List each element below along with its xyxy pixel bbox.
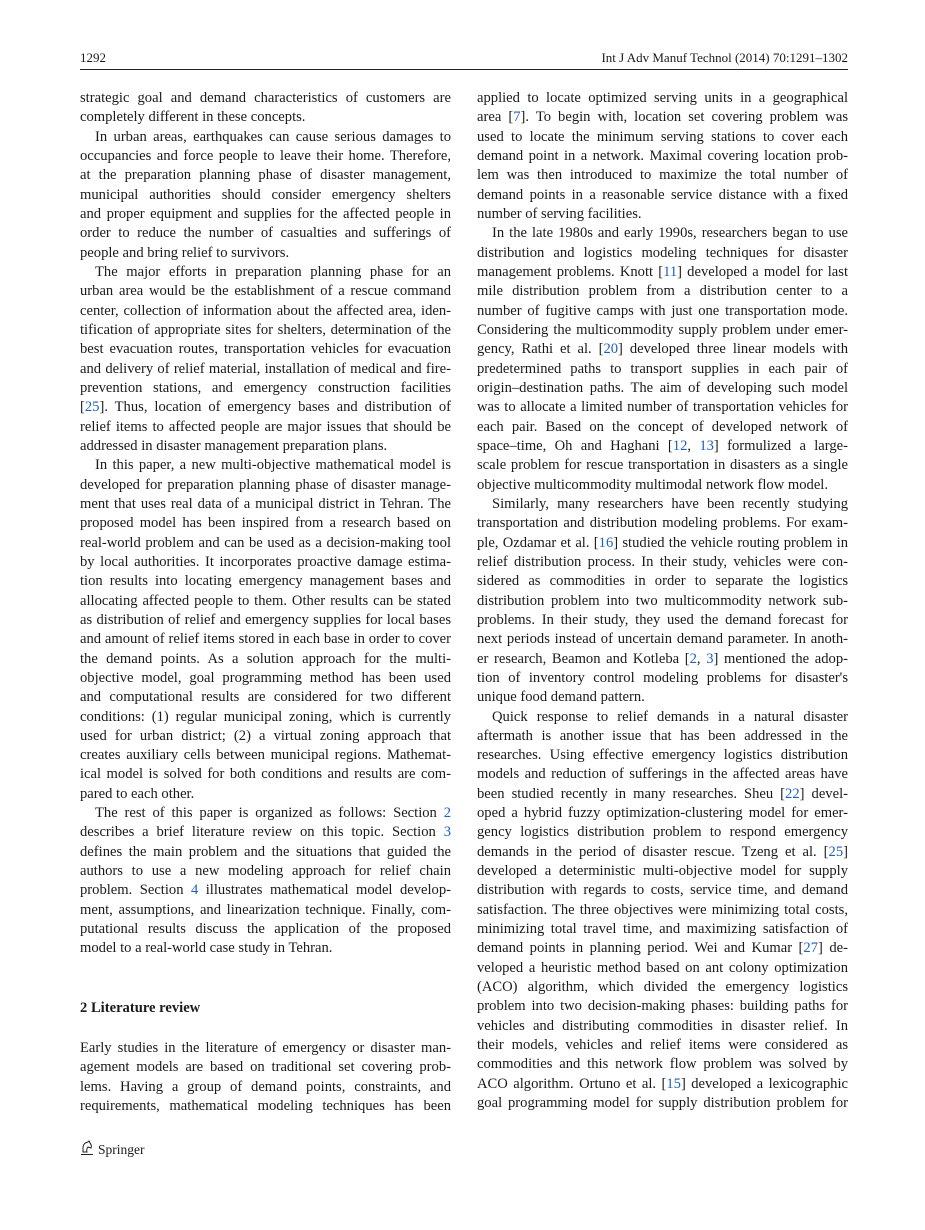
- paragraph: [80, 804, 451, 959]
- citation-link[interactable]: 3: [706, 650, 714, 667]
- citation-link[interactable]: 22: [785, 785, 800, 802]
- text-line: model to a real-world case study in Tehran.: [80, 940, 333, 957]
- paragraph: [80, 1039, 451, 1116]
- citation-link[interactable]: 15: [666, 1075, 681, 1092]
- text-line: [25]. Thus, location of emergency bases and distribution of: [80, 399, 451, 416]
- text-line: was to allocate a limited number of transportation vehicles for: [477, 399, 848, 416]
- text-line: satisfaction. The three objectives were minimizing total costs,: [477, 901, 848, 918]
- text-line: demand points in planning period. Wei and Kumar [27] de-: [477, 940, 848, 957]
- text-line: urban area would be the establishment of a rescue command: [80, 283, 451, 300]
- text-line: allocating affected people to them. Other results can be stated: [80, 592, 451, 609]
- text-line: conditions: (1) regular municipal zoning, which is currently: [80, 708, 451, 725]
- text-line: proposed model has been inspired from a research based on: [80, 515, 451, 532]
- text-line: at the preparation planning phase of disaster management,: [80, 167, 451, 184]
- text-line: tion results into locating emergency management bases and: [80, 573, 451, 590]
- text-line: problem. Section 4 illustrates mathematical model develop-: [80, 882, 451, 899]
- text-line: aftermath is another issue that has been addressed in the: [477, 727, 848, 744]
- text-line: requirements, mathematical modeling techniques has been: [80, 1098, 451, 1115]
- text-line: Considering the multicommodity supply problem under emer-: [477, 321, 848, 338]
- text-line: tion of inventory control modeling problems for disaster's: [477, 669, 848, 686]
- text-line: demand point in a network. Maximal covering location prob-: [477, 147, 848, 164]
- text-line: origin–destination paths. The aim of developing such model: [477, 379, 848, 396]
- text-line: relief items to affected people are major issues that should be: [80, 418, 451, 435]
- text-line: management problems. Knott [11] developed a model for last: [477, 263, 848, 280]
- text-line: people and bring relief to survivors.: [80, 244, 290, 261]
- text-line: lem was then introduced to maximize the total number of: [477, 167, 848, 184]
- header-rule: [80, 69, 848, 70]
- text-line: commodities and this network flow problem was solved by: [477, 1056, 848, 1073]
- text-line: ment, assumptions, and linearization technique. Finally, com-: [80, 901, 451, 918]
- text-line: predetermined paths to transport supplies in each pair of: [477, 360, 848, 377]
- text-line: researches. Using effective emergency logistics distribution: [477, 747, 848, 764]
- page-number: 1292: [80, 50, 106, 65]
- text-line: by local authorities. It incorporates proactive damage estima-: [80, 553, 451, 570]
- text-line: and delivery of relief material, installation of medical and fire-: [80, 360, 451, 377]
- text-line: transportation and distribution modeling problems. For exam-: [477, 515, 848, 532]
- text-line: applied to locate optimized serving units in a geographical: [477, 90, 848, 106]
- text-line: and computational results are considered for two different: [80, 689, 451, 706]
- text-line: In urban areas, earthquakes can cause serious damages to: [95, 128, 451, 145]
- text-line: vehicles and distributing commodities in disaster relief. In: [477, 1017, 848, 1034]
- text-line: developed for preparation planning phase of disaster manage-: [80, 476, 451, 493]
- section-link[interactable]: 3: [443, 824, 451, 841]
- citation-link[interactable]: 25: [84, 399, 100, 416]
- text-line: their models, vehicles and relief items were considered as: [477, 1037, 848, 1054]
- paragraph: [477, 495, 848, 708]
- text-line: The major efforts in preparation planning phase for an: [95, 263, 451, 280]
- text-line: and amount of relief items stored in each base in order to cover: [80, 631, 451, 648]
- text-line: addressed in disaster management preparation plans.: [80, 437, 388, 454]
- text-line: real-world problem and can be used as a decision-making tool: [80, 534, 451, 551]
- text-line: as distribution of relief and emergency supplies for local bases: [80, 611, 451, 628]
- text-line: The rest of this paper is organized as follows: Section 2: [95, 805, 451, 822]
- section-heading: 2 Literature review: [80, 999, 201, 1016]
- citation-link[interactable]: 13: [699, 437, 714, 454]
- text-line: used to locate the minimum serving stations to cover each: [477, 128, 848, 145]
- text-line: ical model is solved for both conditions and results are com-: [80, 766, 451, 783]
- left-column: [80, 89, 451, 1116]
- text-line: creates auxiliary cells between municipal regions. Mathemat-: [80, 747, 451, 764]
- paragraph: [80, 456, 451, 804]
- section-link[interactable]: 4: [190, 882, 199, 899]
- right-column: [477, 89, 848, 1113]
- text-line: lems. Having a group of demand points, constraints, and: [80, 1078, 451, 1095]
- paragraph: [477, 89, 848, 224]
- text-line: distribution problem into two multicommodity network sub-: [477, 592, 848, 609]
- text-line: demand points in a reasonable service distance with a fixed: [477, 186, 848, 203]
- text-line: Similarly, many researchers have been recently studying: [492, 495, 848, 512]
- citation-link[interactable]: 2: [689, 650, 697, 667]
- text-line: minimizing total travel time, and maximizing satisfaction of: [477, 921, 848, 938]
- text-line: the demand points. As a solution approach for the multi-: [80, 650, 451, 667]
- text-line: problem into two decision-making phases: building paths for: [477, 998, 848, 1015]
- text-line: objective model, goal programming method has been used: [80, 669, 451, 686]
- text-line: area [7]. To begin with, location set covering problem was: [477, 109, 848, 126]
- text-line: putational results discuss the application of the proposed: [80, 921, 451, 938]
- text-line: distribution and logistics modeling techniques for disaster: [477, 244, 848, 261]
- citation-link[interactable]: 25: [828, 843, 844, 860]
- text-line: authors to use a new modeling approach for relief chain: [80, 863, 451, 880]
- text-line: (ACO) algorithm, which divided the emergency logistics: [477, 979, 848, 996]
- text-line: been studied recently in many researches. Sheu [22] devel-: [477, 785, 848, 802]
- text-line: number of serving facilities.: [477, 205, 642, 222]
- text-line: tification of appropriate sites for shelters, determination of the: [80, 321, 451, 338]
- text-line: scale problem for rescue transportation in disasters as a single: [477, 457, 848, 474]
- paragraph: [80, 263, 451, 456]
- text-line: oped a hybrid fuzzy optimization-clustering model for emer-: [477, 805, 848, 822]
- text-line: strategic goal and demand characteristics of customers are: [80, 90, 451, 106]
- text-line: developed a deterministic multi-objective model for supply: [477, 863, 848, 880]
- text-line: distribution with regards to costs, service time, and demand: [477, 882, 848, 899]
- text-line: used for urban district; (2) a virtual zoning approach that: [80, 727, 451, 744]
- citation-link[interactable]: 20: [603, 341, 619, 358]
- citation-link[interactable]: 7: [513, 109, 521, 126]
- text-line: completely different in these concepts.: [80, 109, 306, 126]
- publisher-footer: [80, 1140, 145, 1160]
- text-line: relief distribution process. In their study, vehicles were con-: [477, 553, 848, 570]
- paragraph: [80, 128, 451, 263]
- text-line: each pair. Based on the concept of developed network of: [477, 418, 848, 435]
- citation-link[interactable]: 12: [672, 437, 688, 454]
- text-line: occupancies and force people to leave their home. Therefore,: [80, 147, 451, 164]
- text-line: ple, Ozdamar et al. [16] studied the vehicle routing problem in: [477, 534, 849, 551]
- text-line: best evacuation routes, transportation vehicles for evacuation: [80, 341, 451, 358]
- text-line: defines the main problem and the situations that guided the: [80, 843, 451, 860]
- text-line: mile distribution problem from a distribution center to a: [477, 283, 848, 300]
- text-line: In the late 1980s and early 1990s, researchers began to use: [492, 225, 848, 242]
- text-line: sidered as commodities in order to separate the logistics: [477, 573, 848, 590]
- text-line: and proper equipment and supplies for the affected people in: [80, 205, 451, 222]
- text-line: center, collection of information about the affected area, iden-: [80, 302, 451, 319]
- text-line: Quick response to relief demands in a natural disaster: [492, 708, 848, 725]
- text-line: pared to each other.: [80, 785, 195, 802]
- text-line: municipal authorities should consider emergency shelters: [80, 186, 451, 203]
- citation-link[interactable]: 16: [598, 534, 614, 551]
- citation-link[interactable]: 11: [663, 263, 678, 280]
- springer-horse-icon: [80, 1140, 94, 1160]
- text-line: problems. In their study, they used the demand forecast for: [477, 611, 848, 628]
- text-line: objective multicommodity multimodal network flow model.: [477, 476, 829, 493]
- text-line: In this paper, a new multi-objective mathematical model is: [95, 457, 451, 474]
- text-line: agement models are based on traditional set covering prob-: [80, 1059, 451, 1076]
- journal-citation: Int J Adv Manuf Technol (2014) 70:1291–1302: [601, 50, 848, 65]
- publisher-name: Springer: [98, 1142, 145, 1157]
- text-line: veloped a heuristic method based on ant colony optimization: [477, 959, 848, 976]
- text-line: Early studies in the literature of emergency or disaster man-: [80, 1040, 451, 1057]
- text-line: prevention stations, and emergency construction facilities: [80, 379, 451, 396]
- paragraph: [477, 708, 848, 1114]
- text-line: goal programming model for supply distribution problem for: [477, 1095, 848, 1112]
- text-line: order to reduce the number of casualties and sufferings of: [80, 225, 451, 242]
- text-line: number of fugitive camps with just one transportation mode.: [477, 302, 848, 319]
- text-line: unique food demand pattern.: [477, 689, 645, 706]
- text-line: space–time, Oh and Haghani [12, 13] formulized a large-: [477, 437, 848, 454]
- text-line: demands in the period of disaster rescue. Tzeng et al. [25]: [477, 843, 848, 860]
- text-line: ACO algorithm. Ortuno et al. [15] developed a lexicographic: [477, 1075, 848, 1092]
- text-line: gency logistics distribution problem to respond emergency: [477, 824, 848, 841]
- text-line: gency, Rathi et al. [20] developed three linear models with: [477, 341, 848, 358]
- text-line: describes a brief literature review on this topic. Section 3: [80, 824, 451, 841]
- text-line: ment that uses real data of a municipal district in Tehran. The: [80, 495, 451, 512]
- paragraph: [80, 89, 451, 128]
- section-link[interactable]: 2: [443, 805, 451, 822]
- paragraph: [477, 224, 848, 495]
- text-line: er research, Beamon and Kotleba [2, 3] mentioned the adop-: [477, 650, 849, 667]
- citation-link[interactable]: 27: [803, 940, 819, 957]
- text-line: models and reduction of sufferings in the affected areas have: [477, 766, 848, 783]
- text-line: next periods instead of uncertain demand parameter. In anoth-: [477, 631, 848, 648]
